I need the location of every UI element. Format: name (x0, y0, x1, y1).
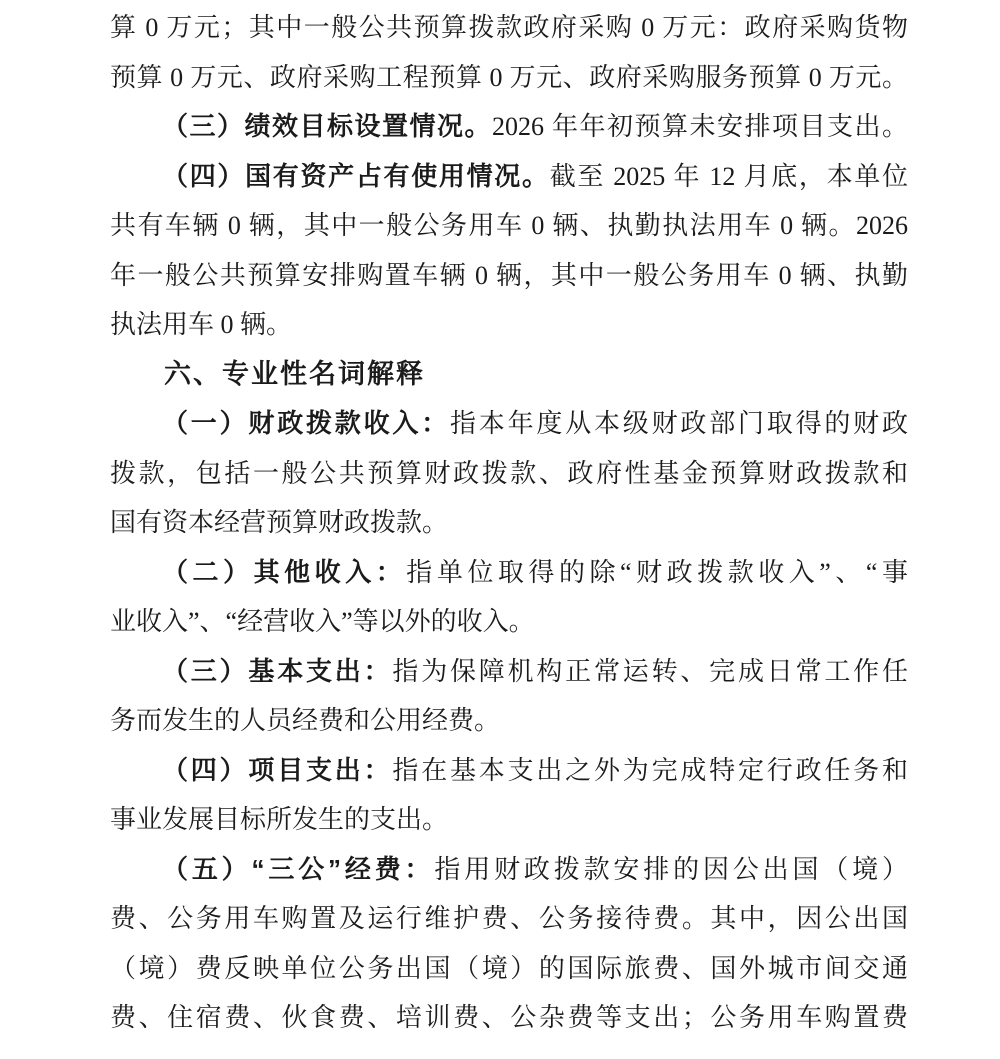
text-line (110, 251, 908, 301)
text-line (110, 53, 908, 103)
term-label: （一）财政拨款收入： (162, 408, 450, 438)
para-gov-procurement-continued (110, 3, 908, 102)
section-heading-line (110, 350, 908, 400)
text-run: 务而发生的人员经费和公用经费。 (110, 706, 501, 735)
para-term-other-income (110, 548, 908, 647)
term-label: （二）其他收入： (162, 556, 407, 587)
text-line (110, 795, 908, 845)
text-run: （境）费反映单位公务出国（境）的国际旅费、国外城市间交通 (110, 953, 908, 983)
text-run: 年一般公共预算安排购置车辆 0 辆，其中一般公务用车 0 辆、执勤 (110, 260, 908, 290)
text-line (110, 647, 908, 697)
text-run: 执法用车 0 辆。 (110, 310, 293, 339)
text-run: 指本年度从本级财政部门取得的财政 (450, 409, 908, 438)
term-label: （四）项目支出： (162, 754, 393, 785)
text-line (110, 845, 908, 895)
para-term-three-public-funds (110, 845, 908, 1043)
text-line (110, 3, 908, 53)
text-line (110, 597, 908, 647)
text-line (110, 152, 908, 202)
text-run: 预算 0 万元、政府采购工程预算 0 万元、政府采购服务预算 0 万元。 (110, 62, 908, 92)
text-run: 截至 2025 年 12 月底，本单位 (549, 161, 908, 191)
text-run: 拨款，包括一般公共预算财政拨款、政府性基金预算财政拨款和 (110, 458, 908, 488)
text-run: 2026 年年初预算未安排项目支出。 (492, 112, 908, 141)
text-run: 费、住宿费、伙食费、培训费、公杂费等支出；公务用车购置费 (110, 1003, 908, 1032)
text-run: 指为保障机构正常运转、完成日常工作任 (392, 656, 908, 686)
text-run: 事业发展目标所发生的支出。 (110, 805, 449, 834)
text-line (110, 102, 908, 152)
para-performance-targets (110, 102, 908, 152)
text-run: 指用财政拨款安排的因公出国（境） (434, 854, 908, 884)
term-label: （三）基本支出： (162, 655, 393, 686)
para-term-project-expenditure (110, 746, 908, 845)
text-line (110, 696, 908, 746)
para-state-assets-usage (110, 152, 908, 350)
text-line (110, 300, 908, 350)
text-line (110, 498, 908, 548)
text-run: 业收入”、“经营收入”等以外的收入。 (110, 607, 535, 636)
term-label: （四）国有资产占有使用情况。 (162, 160, 550, 191)
text-line (110, 201, 908, 251)
text-line (110, 944, 908, 994)
text-line (110, 548, 908, 598)
text-run: 算 0 万元；其中一般公共预算拨款政府采购 0 万元：政府采购货物 (110, 13, 908, 42)
text-run: 国有资本经营预算财政拨款。 (110, 508, 449, 537)
text-line (110, 399, 908, 449)
text-line (110, 746, 908, 796)
text-line (110, 449, 908, 499)
text-run: 共有车辆 0 辆，其中一般公务用车 0 辆、执勤执法用车 0 辆。2026 (110, 211, 908, 240)
term-label: （五）“三公”经费： (162, 853, 435, 884)
heading-terminology (110, 350, 908, 400)
text-line (110, 993, 908, 1043)
text-run: 指在基本支出之外为完成特定行政任务和 (392, 755, 908, 785)
term-label: 六、专业性名词解释 (164, 358, 425, 389)
text-run: 费、公务用车购置及运行维护费、公务接待费。其中，因公出国 (110, 904, 908, 933)
text-run: 指单位取得的除“财政拨款收入”、“事 (406, 557, 908, 587)
para-term-basic-expenditure (110, 647, 908, 746)
term-label: （三）绩效目标设置情况。 (162, 111, 492, 141)
para-term-fiscal-appropriation-income (110, 399, 908, 548)
text-line (110, 894, 908, 944)
